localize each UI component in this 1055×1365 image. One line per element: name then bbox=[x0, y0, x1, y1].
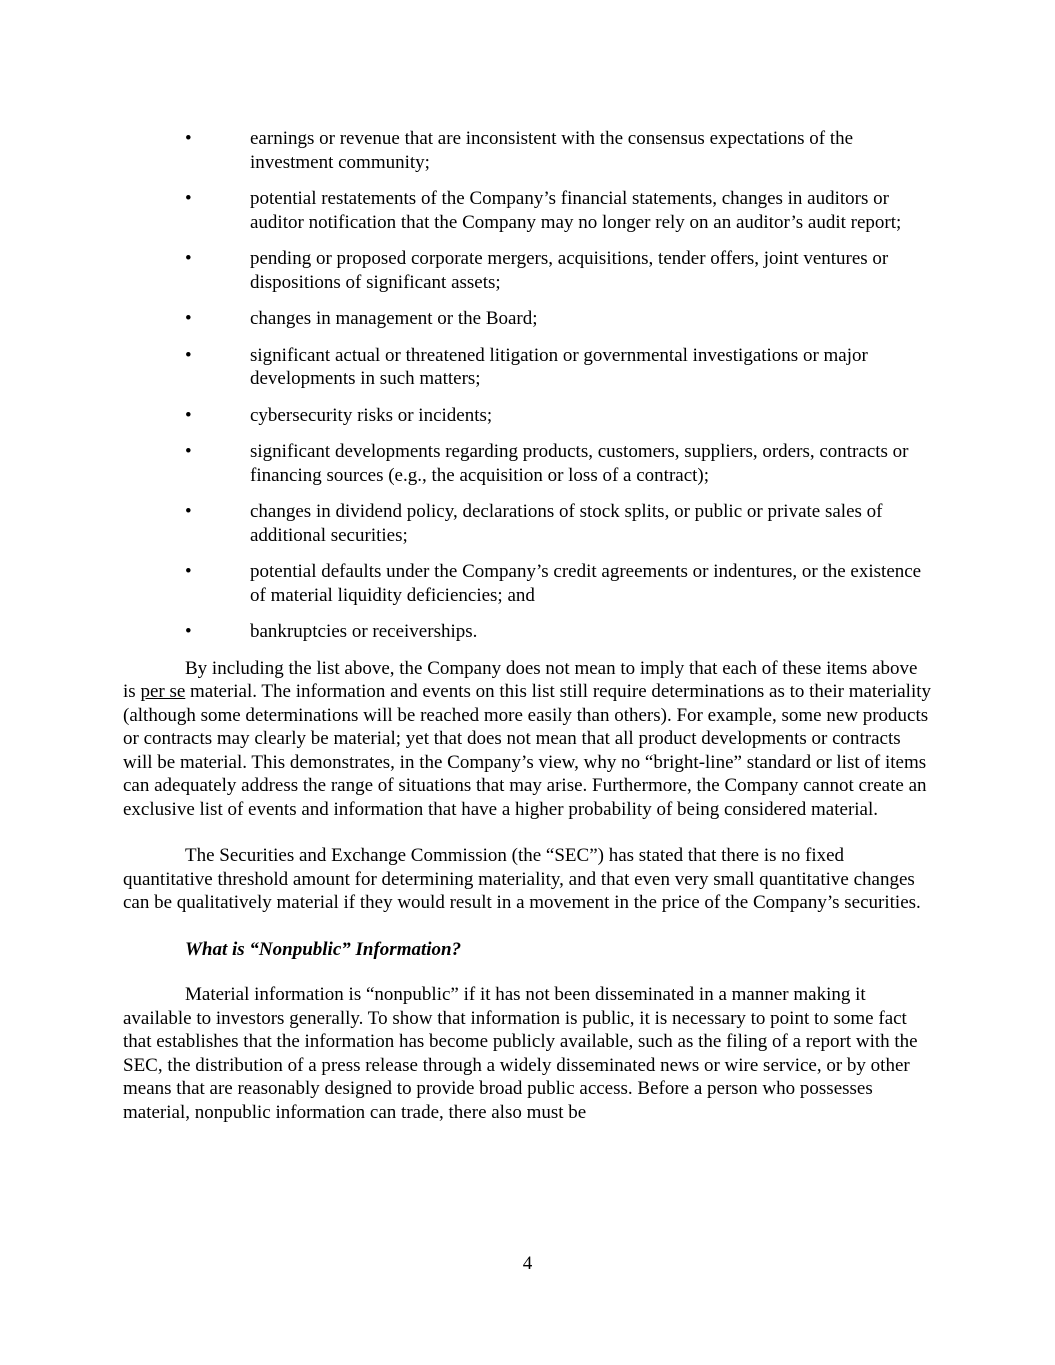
bullet-icon: • bbox=[185, 188, 192, 209]
list-item bbox=[123, 560, 933, 607]
bullet-text: significant actual or threatened litigation or governmental investigations or major developments in such matters; bbox=[250, 344, 868, 389]
bullet-icon: • bbox=[185, 501, 192, 522]
section-heading-nonpublic: What is “Nonpublic” Information? bbox=[185, 938, 462, 960]
paragraph-text: material. The information and events on this list still require determinations as to their materiality (although some determinations will be reached more easily than others). For example, some new products or contracts may clearly be material; yet that does not mean that all product developments or contracts will be material. This demonstrates, in the Company’s view, why no “bright-line” standard or list of items can adequately address the range of situations that may arise. Furthermore, the Company cannot create an exclusive list of events and information that have a higher probability of being considered material. bbox=[123, 681, 932, 820]
bullet-text: significant developments regarding products, customers, suppliers, orders, contracts or financing sources (e.g., the acquisition or loss of a contract); bbox=[250, 441, 909, 486]
bullet-text: earnings or revenue that are inconsistent with the consensus expectations of the investment community; bbox=[250, 128, 854, 173]
list-item bbox=[123, 404, 933, 428]
bullet-icon: • bbox=[185, 404, 192, 426]
bullet-icon: • bbox=[185, 441, 192, 462]
bullet-icon: • bbox=[185, 248, 192, 269]
bullet-text: bankruptcies or receiverships. bbox=[250, 621, 478, 642]
bullet-icon: • bbox=[185, 561, 192, 582]
document-body bbox=[123, 127, 933, 1147]
paragraph-nonpublic: Material information is “nonpublic” if it has not been disseminated in a manner making it available to investors generally. To show that information is public, it is necessary to point to some fact that establishes that the information has become publicly available, such as the filing of a report with the SEC, the distribution of a press release through a widely disseminated news or wire service, or by other means that are reasonably designed to provide broad public access. Before a person who possesses material, nonpublic information can trade, there also must be bbox=[123, 984, 918, 1123]
paragraph-sec-statement: The Securities and Exchange Commission (the “SEC”) has stated that there is no fixed quantitative threshold amount for determining materiality, and that even very small quantitative changes can be qualitatively material if they would result in a movement in the price of the Company’s securities. bbox=[123, 845, 921, 913]
list-item bbox=[123, 500, 933, 547]
bullet-icon: • bbox=[185, 308, 192, 329]
bullet-icon: • bbox=[185, 344, 192, 366]
bullet-text: potential defaults under the Company’s credit agreements or indentures, or the existence of material liquidity deficiencies; and bbox=[250, 561, 922, 606]
bullet-list bbox=[123, 127, 933, 644]
bullet-icon: • bbox=[185, 621, 192, 642]
bullet-text: changes in dividend policy, declarations of stock splits, or public or private sales of additional securities; bbox=[250, 501, 883, 546]
paragraph-text: By including the list above, the Company does not mean to imply that each of these items above is bbox=[123, 657, 918, 702]
bullet-text: cybersecurity risks or incidents; bbox=[250, 404, 493, 426]
list-item bbox=[123, 127, 933, 174]
bullet-text: pending or proposed corporate mergers, acquisitions, tender offers, joint ventures or dispositions of significant assets; bbox=[250, 248, 889, 293]
underlined-term: per se bbox=[140, 681, 186, 702]
list-item bbox=[123, 440, 933, 487]
list-item bbox=[123, 307, 933, 331]
bullet-text: potential restatements of the Company’s financial statements, changes in auditors or auditor notification that the Company may no longer rely on an auditor’s audit report; bbox=[250, 188, 902, 233]
page-number: 4 bbox=[522, 1253, 533, 1274]
bullet-text: changes in management or the Board; bbox=[250, 308, 538, 329]
bullet-icon: • bbox=[185, 128, 192, 149]
list-item bbox=[123, 344, 933, 391]
paragraph-materiality bbox=[123, 657, 933, 822]
list-item bbox=[123, 247, 933, 294]
list-item bbox=[123, 620, 933, 644]
list-item bbox=[123, 187, 933, 234]
